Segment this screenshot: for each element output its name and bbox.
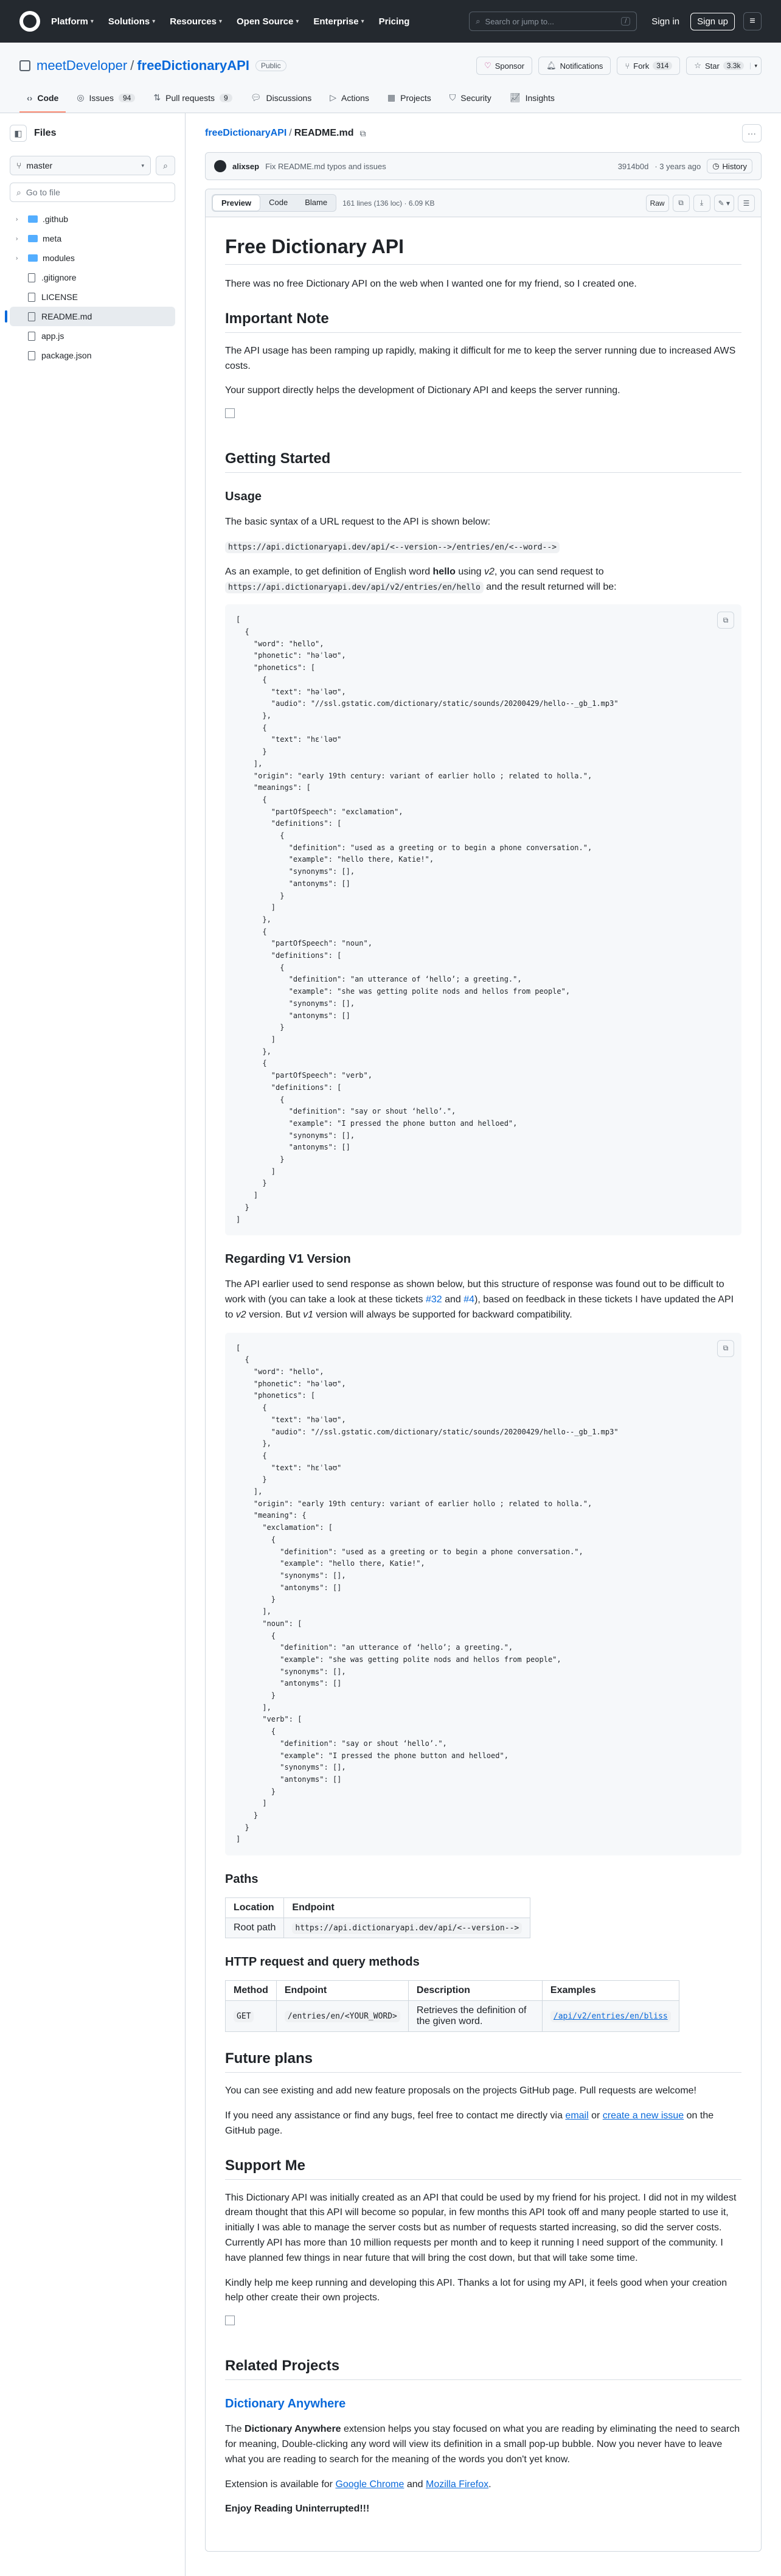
- tab-label: Insights: [525, 92, 555, 103]
- table-cell: Root path: [226, 1918, 284, 1938]
- folder-icon: [28, 254, 38, 262]
- dictionary-anywhere-link[interactable]: Dictionary Anywhere: [225, 2397, 346, 2411]
- raw-button[interactable]: Raw: [646, 195, 669, 212]
- file-view: [186, 113, 781, 2576]
- sign-up-button[interactable]: Sign up: [690, 13, 735, 30]
- example-link[interactable]: [550, 2011, 671, 2021]
- important-paragraph-2: Your support directly helps the development of Dictionary API and keeps the server running.: [225, 385, 620, 396]
- file-icon: [28, 273, 35, 282]
- global-search-input[interactable]: [469, 12, 637, 31]
- tab-discussions[interactable]: [243, 86, 319, 113]
- history-icon: ◷: [712, 161, 720, 170]
- example-word: hello: [432, 566, 456, 577]
- chevron-down-icon[interactable]: ▾: [750, 63, 757, 69]
- go-to-file-placeholder: Go to file: [26, 187, 60, 197]
- text: or: [588, 2110, 603, 2121]
- history-button[interactable]: [707, 159, 752, 173]
- commit-sha-link[interactable]: 3914b0d: [617, 161, 649, 171]
- notifications-label: Notifications: [560, 61, 603, 71]
- file-box: [205, 189, 762, 2552]
- fork-icon: ⑂: [625, 61, 630, 71]
- search-icon: ⌕: [476, 16, 481, 26]
- usage-paragraph: The basic syntax of a URL request to the API is shown below:: [225, 517, 491, 528]
- tree-item-label: LICENSE: [41, 292, 78, 302]
- tab-count: 94: [119, 94, 135, 102]
- chevron-right-icon: ›: [16, 235, 18, 242]
- heading-http-methods: HTTP request and query methods: [225, 1955, 420, 1969]
- more-options-icon[interactable]: ···: [742, 124, 762, 142]
- star-label: Star: [704, 61, 720, 71]
- create-issue-link[interactable]: create a new issue: [602, 2110, 684, 2121]
- chevron-down-icon: ▾: [218, 18, 222, 25]
- version-v2: v2: [235, 1309, 246, 1320]
- heading-paths: Paths: [225, 1873, 259, 1887]
- text: extension helps you stay focused on what you are reading by eliminating the need to search for meaning, Double-clicking any word will view its definition in a small pop-up bubble. Now you never have to leave what you are reading to search for the meaning of the words you don't yet know.: [225, 2424, 740, 2465]
- text: version. But: [246, 1309, 304, 1320]
- tab-pull-requests[interactable]: [146, 86, 239, 113]
- support-paragraph-1: This Dictionary API was initially created as an API that could be used by my friend for his project. I did not in my wildest dream thought that this API will become so popular, in few months this API took off and many people started to use it, initially I was able to manage the server costs but as number of requests started increasing, so did the server costs. Currently API has more than 10 million requests per month and to keep it running I need support of the community. I have planned few things in near future that will bring the cost down, but that will take some time.: [225, 2192, 737, 2263]
- sponsor-button[interactable]: [476, 57, 532, 75]
- heading-getting-started: Getting Started: [225, 450, 741, 473]
- sidebar-title: Files: [34, 128, 57, 138]
- table-cell: [276, 2001, 408, 2032]
- file-icon: [28, 351, 35, 360]
- file-icon: [28, 293, 35, 302]
- breadcrumb-file: README.md: [294, 128, 354, 138]
- heading-usage: Usage: [225, 490, 262, 504]
- ticket-4-link[interactable]: #4: [463, 1294, 475, 1305]
- chevron-down-icon: ▾: [152, 18, 156, 25]
- nav-resources[interactable]: [170, 16, 222, 27]
- file-tree: [10, 209, 175, 365]
- star-count: 3.3k: [723, 61, 745, 70]
- file-toolbar: [206, 189, 761, 217]
- repo-tabs: [19, 86, 762, 113]
- chevron-right-icon: ›: [16, 215, 18, 223]
- table-row: [226, 2001, 679, 2032]
- folder-icon: [28, 215, 38, 223]
- copy-code-icon[interactable]: ⧉: [717, 612, 734, 629]
- repo-icon: [19, 60, 30, 71]
- readme-content: [206, 217, 761, 2551]
- file-info: 161 lines (136 loc) · 6.09 KB: [342, 198, 435, 208]
- preview-tab[interactable]: Preview: [212, 195, 260, 211]
- commit-message-link[interactable]: Fix README.md typos and issues: [265, 161, 386, 171]
- tab-code[interactable]: [19, 86, 66, 113]
- table-cell: [226, 2001, 277, 2032]
- tree-item-modules[interactable]: [10, 248, 175, 268]
- copy-raw-icon[interactable]: ⧉: [673, 195, 690, 212]
- chevron-down-icon: ▾: [90, 18, 94, 25]
- tab-security[interactable]: [442, 86, 499, 113]
- global-header: [0, 0, 781, 43]
- tab-projects[interactable]: [380, 86, 439, 113]
- tab-label: Issues: [89, 92, 114, 103]
- repo-separator: /: [130, 58, 134, 73]
- search-placeholder: Search or jump to...: [485, 16, 554, 26]
- text: Extension is available for: [225, 2479, 336, 2490]
- github-logo-icon[interactable]: [19, 11, 40, 32]
- broken-image-icon[interactable]: [225, 408, 235, 418]
- table-cell: [542, 2001, 679, 2032]
- branch-selector[interactable]: [10, 156, 151, 175]
- issue-icon: ◎: [77, 92, 85, 102]
- download-icon[interactable]: ⤓: [693, 195, 710, 212]
- folder-icon: [28, 235, 38, 242]
- chrome-link[interactable]: Google Chrome: [335, 2479, 404, 2490]
- blame-tab[interactable]: Blame: [305, 198, 328, 207]
- future-paragraph-1: You can see existing and add new feature proposals on the projects GitHub page. Pull requests are welcome!: [225, 2086, 696, 2096]
- branch-name: master: [26, 161, 53, 170]
- table-header: Endpoint: [276, 1981, 408, 2001]
- tree-item-license[interactable]: [10, 287, 175, 307]
- fork-count: 314: [653, 61, 672, 70]
- example-code: /api/v2/entries/en/bliss: [550, 2011, 671, 2022]
- nav-enterprise[interactable]: [313, 16, 364, 27]
- table-row: [226, 1918, 530, 1938]
- search-icon: ⌕: [16, 187, 21, 197]
- nav-open-source[interactable]: [237, 16, 299, 27]
- enjoy-paragraph: [225, 2502, 741, 2517]
- important-paragraph-1: The API usage has been ramping up rapidly, making it difficult for me to keep the server running due to increased AWS costs.: [225, 345, 736, 371]
- table-header: Location: [226, 1898, 284, 1918]
- search-shortcut-key: /: [621, 17, 630, 26]
- tab-label: Projects: [400, 92, 431, 103]
- heading-future-plans: Future plans: [225, 2050, 741, 2073]
- endpoint-code: /entries/en/<YOUR_WORD>: [285, 2011, 400, 2022]
- text: The: [225, 2424, 245, 2435]
- tree-item-label: modules: [43, 253, 75, 263]
- tab-label: Discussions: [266, 92, 312, 103]
- anywhere-bold: Dictionary Anywhere: [245, 2424, 341, 2435]
- pull-request-icon: ⇅: [153, 92, 161, 102]
- tab-label: Actions: [341, 92, 369, 103]
- repo-header: [0, 43, 781, 113]
- text: using: [455, 566, 485, 577]
- text: ), based on feedback in these tickets I have updated the API to: [225, 1294, 734, 1320]
- hamburger-menu-icon[interactable]: ≡: [743, 12, 762, 30]
- visibility-badge: Public: [255, 60, 286, 71]
- method-code: GET: [234, 2011, 254, 2022]
- tree-item-label: .github: [43, 214, 69, 224]
- table-header-row: [226, 1981, 679, 2001]
- enjoy-text: Enjoy Reading Uninterrupted!!!: [225, 2504, 370, 2515]
- tree-item-gitignore[interactable]: [10, 268, 175, 287]
- tree-item-label: app.js: [41, 331, 64, 341]
- tree-item-app-js[interactable]: [10, 326, 175, 346]
- chevron-right-icon: ›: [16, 254, 18, 262]
- chevron-down-icon: ▾: [296, 18, 299, 25]
- tab-issues[interactable]: [69, 86, 142, 113]
- star-icon: ☆: [694, 61, 701, 70]
- tree-item-label: meta: [43, 234, 62, 243]
- bell-icon: 🔔︎: [546, 61, 557, 70]
- ticket-32-link[interactable]: #32: [425, 1294, 442, 1305]
- tree-item-meta[interactable]: [10, 229, 175, 248]
- tab-count: 9: [220, 94, 232, 102]
- breadcrumb-separator: /: [289, 128, 292, 138]
- paths-table: [225, 1897, 530, 1938]
- graph-icon: 📈︎: [509, 92, 521, 102]
- fork-label: Fork: [633, 61, 650, 71]
- future-paragraph-2: [225, 2109, 741, 2139]
- nav-label: Solutions: [108, 16, 150, 27]
- v1-paragraph: [225, 1277, 741, 1322]
- text: and: [404, 2479, 426, 2490]
- nav-label: Platform: [51, 16, 88, 27]
- sign-in-link[interactable]: Sign in: [651, 16, 680, 27]
- code-v1-text: [ { "word": "hello", "phonetic": "həˈləʊ", "phonetics": [ { "text": "həˈləʊ", "audio": "//ssl.gstatic.com/dictionary/static/sounds/20200429/hello--_gb_1.mp3" }, { "text": "hɛˈləʊ" } ], "origin": "early 19th century: variant of earlier hollo ; related to holla.", "meaning": { "exclamation": [ { "definition": "used as a greeting or to begin a phone conversation.", "example": "hello there, Katie!", "synonyms": [], "antonyms": [] } ], "noun": [ { "definition": "an utterance of ‘hello’; a greeting.", "example": "she was getting polite nods and hellos from people", "synonyms": [], "antonyms": [] } ], "verb": [ { "definition": "say or shout ‘hello’.", "example": "I pressed the phone button and helloed", "synonyms": [], "antonyms": [] } ] } } ]: [236, 1343, 619, 1844]
- table-cell: Retrieves the definition of the given word.: [408, 2001, 542, 2032]
- readme-intro: There was no free Dictionary API on the web when I wanted one for my friend, so I created one.: [225, 279, 637, 289]
- avatar[interactable]: [214, 160, 226, 172]
- text: and the result returned will be:: [483, 581, 617, 592]
- table-icon: ▦: [387, 92, 396, 102]
- text: As an example, to get definition of English word: [225, 566, 433, 577]
- tab-actions[interactable]: [322, 86, 377, 113]
- broken-image-icon[interactable]: [225, 2316, 235, 2325]
- heading-related-projects: Related Projects: [225, 2358, 741, 2380]
- nav-label: Enterprise: [313, 16, 359, 27]
- usage-url-code: https://api.dictionaryapi.dev/api/<--version-->/entries/en/<--word-->: [225, 542, 560, 553]
- nav-label: Open Source: [236, 16, 294, 27]
- file-tree-sidebar: [0, 113, 186, 2576]
- text: version will always be supported for backward compatibility.: [313, 1309, 572, 1320]
- tree-item-github[interactable]: [10, 209, 175, 229]
- commit-author-link[interactable]: alixsep: [232, 161, 260, 171]
- latest-commit-bar: [205, 152, 762, 180]
- go-to-file-input[interactable]: [10, 183, 175, 202]
- table-header-row: [226, 1898, 530, 1918]
- tree-item-readme[interactable]: [10, 307, 175, 326]
- heading-v1-version: Regarding V1 Version: [225, 1252, 351, 1266]
- table-cell: [284, 1918, 530, 1938]
- root-path-code: https://api.dictionaryapi.dev/api/<--version-->: [292, 1922, 522, 1934]
- tab-insights[interactable]: [502, 86, 562, 113]
- table-header: Examples: [542, 1981, 679, 2001]
- search-icon[interactable]: ⌕: [156, 156, 175, 175]
- code-block-v2-response: [225, 604, 741, 1235]
- extension-paragraph: [225, 2477, 741, 2493]
- code-block-v1-response: [225, 1333, 741, 1856]
- edit-pencil-icon[interactable]: ✎ ▾: [714, 195, 734, 212]
- anywhere-paragraph: [225, 2422, 741, 2467]
- chevron-down-icon: ▾: [361, 18, 364, 25]
- tree-item-label: README.md: [41, 312, 92, 321]
- text: on the GitHub page.: [225, 2110, 714, 2136]
- heading-important-note: Important Note: [225, 310, 741, 333]
- file-icon: [28, 332, 35, 341]
- history-label: History: [722, 161, 747, 171]
- breadcrumb: [205, 123, 762, 144]
- heart-icon: ♡: [484, 61, 491, 70]
- firefox-link[interactable]: Mozilla Firefox: [425, 2479, 489, 2490]
- example-paragraph: [225, 565, 741, 595]
- example-url-code: https://api.dictionaryapi.dev/api/v2/entries/en/hello: [225, 582, 484, 593]
- shield-icon: ⛉: [449, 92, 456, 102]
- code-v2-text: [ { "word": "hello", "phonetic": "həˈləʊ", "phonetics": [ { "text": "həˈləʊ", "audio": "//ssl.gstatic.com/dictionary/static/sounds/20200429/hello--_gb_1.mp3" }, { "text": "hɛˈləʊ" } ], "origin": "early 19th century: variant of earlier hollo ; related to holla.", "meanings": [ { "partOfSpeech": "exclamation", "definitions": [ { "definition": "used as a greeting or to begin a phone conversation.", "example": "hello there, Katie!", "synonyms": [], "antonyms": [] } ] }, { "partOfSpeech": "noun", "definitions": [ { "definition": "an utterance of ‘hello’; a greeting.", "example": "she was getting polite nods and hellos from people", "synonyms": [], "antonyms": [] } ] }, { "partOfSpeech": "verb", "definitions": [ { "definition": "say or shout ‘hello’.", "example": "I pressed the phone button and helloed", "synonyms": [], "antonyms": [] } ] } ] } ]: [236, 615, 619, 1224]
- fork-button[interactable]: [617, 57, 680, 75]
- tab-label: Code: [37, 92, 59, 103]
- email-link[interactable]: email: [565, 2110, 589, 2121]
- file-icon: [28, 312, 35, 321]
- tab-label: Pull requests: [165, 92, 215, 103]
- http-methods-table: [225, 1980, 679, 2032]
- heading-support-me: Support Me: [225, 2157, 741, 2180]
- text: , you can send request to: [494, 566, 604, 577]
- text: The API earlier used to send response as shown below, but this structure of response was found out to be difficult to work with (you can take a look at these tickets: [225, 1279, 724, 1305]
- nav-solutions[interactable]: [108, 16, 155, 27]
- code-icon: ‹›: [27, 92, 33, 103]
- text: and: [442, 1294, 464, 1305]
- branch-icon: ⑂: [16, 161, 22, 170]
- version-v1: v1: [303, 1309, 313, 1320]
- tree-item-label: .gitignore: [41, 273, 77, 282]
- play-icon: ▷: [330, 92, 336, 102]
- text: .: [488, 2479, 491, 2490]
- nav-label: Pricing: [378, 16, 410, 27]
- notifications-button[interactable]: [538, 57, 611, 75]
- commit-age: · 3 years ago: [654, 161, 701, 171]
- code-tab[interactable]: Code: [269, 198, 288, 207]
- copy-path-icon[interactable]: ⧉: [359, 128, 366, 138]
- view-mode-toggle: [212, 194, 336, 212]
- nav-pricing[interactable]: [379, 16, 410, 27]
- nav-label: Resources: [170, 16, 217, 27]
- repo-name-link[interactable]: freeDictionaryAPI: [137, 58, 249, 73]
- readme-title: Free Dictionary API: [225, 236, 741, 265]
- tab-label: Security: [460, 92, 491, 103]
- star-button[interactable]: [686, 57, 762, 75]
- copy-code-icon[interactable]: ⧉: [717, 1340, 734, 1357]
- sponsor-label: Sponsor: [495, 61, 525, 71]
- text: If you need any assistance or find any bugs, feel free to contact me directly via: [225, 2110, 566, 2121]
- breadcrumb-repo-link[interactable]: freeDictionaryAPI: [205, 128, 287, 138]
- tree-item-label: package.json: [41, 351, 92, 360]
- table-header: Description: [408, 1981, 542, 2001]
- table-header: Endpoint: [284, 1898, 530, 1918]
- usage-url-line: [225, 540, 741, 555]
- example-version: v2: [484, 566, 495, 577]
- chevron-down-icon: ▾: [141, 162, 144, 169]
- table-header: Method: [226, 1981, 277, 2001]
- repo-owner-link[interactable]: meetDeveloper: [36, 58, 128, 73]
- support-paragraph-2: Kindly help me keep running and developing this API. Thanks a lot for using my API, it feels good when your creation help other create their own projects.: [225, 2277, 727, 2303]
- discussion-icon: 💬︎: [250, 92, 262, 102]
- sidebar-collapse-icon[interactable]: ◧: [10, 125, 27, 142]
- nav-platform[interactable]: [51, 16, 94, 27]
- outline-list-icon[interactable]: ☰: [738, 195, 755, 212]
- tree-item-package-json[interactable]: [10, 346, 175, 365]
